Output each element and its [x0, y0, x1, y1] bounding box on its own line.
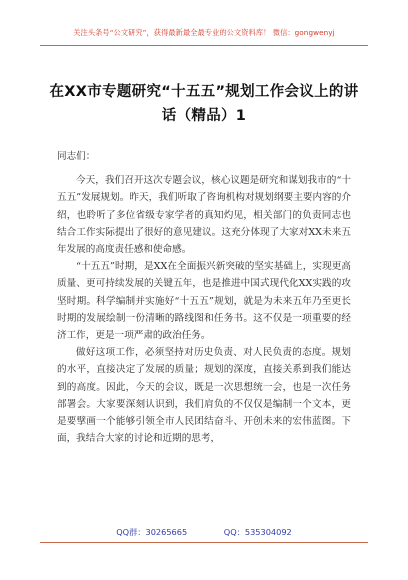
footer-qq-group: QQ群：30265665	[116, 527, 188, 537]
footer-qq-number: QQ：535304092	[223, 527, 292, 537]
header-rule	[40, 45, 368, 46]
paragraph-1: 今天，我们召开这次专题会议，核心议题是研究和谋划我市的“十五五”发展规划。昨天，我们听取了咨询机构对规划纲要主要内容的介绍，也聆听了多位省级专家学者的真知灼见，相关部门的负责同志也结合工作实际提出了很好的意见建议。这充分体现了大家对XX未来五年发展的高度责任感和使命感。	[57, 175, 351, 256]
footer-contact	[0, 527, 408, 538]
paragraph-3: 做好这项工作，必须坚持对历史负责、对人民负责的态度。规划的水平，直接决定了发展的质量；规划的深度，直接关系到我们能达到的高度。因此，今天的会议，既是一次思想统一会，也是一次任务部署会。大家要深刻认识到，我们肩负的不仅仅是编制一个文本，更是要擘画一个能够引领全市人民团结奋斗、开创未来的宏伟蓝图。下面，我结合大家的讨论和近期的思考，	[57, 347, 351, 445]
salutation: 同志们：	[57, 151, 96, 162]
document-title: 在XX市专题研究“十五五”规划工作会议上的讲话（精品）1	[49, 84, 359, 124]
footer-rule	[40, 542, 368, 543]
paragraph-2: “十五五”时期，是XX在全面振兴新突破的坚实基础上，实现更高质量、更可持续发展的关键五年，也是推进中国式现代化XX实践的攻坚时期。科学编制并实施好“十五五”规划，就是为未来五年乃至更长时期的发展绘制一份清晰的路线图和任务书。这不仅是一项重要的经济工作，更是一项严肃的政治任务。	[57, 261, 351, 342]
document-body	[57, 148, 351, 447]
header-banner: 关注头条号“公文研究”，获得最新最全最专业的公文资料库！ 微信：gongwenyj	[73, 28, 335, 37]
